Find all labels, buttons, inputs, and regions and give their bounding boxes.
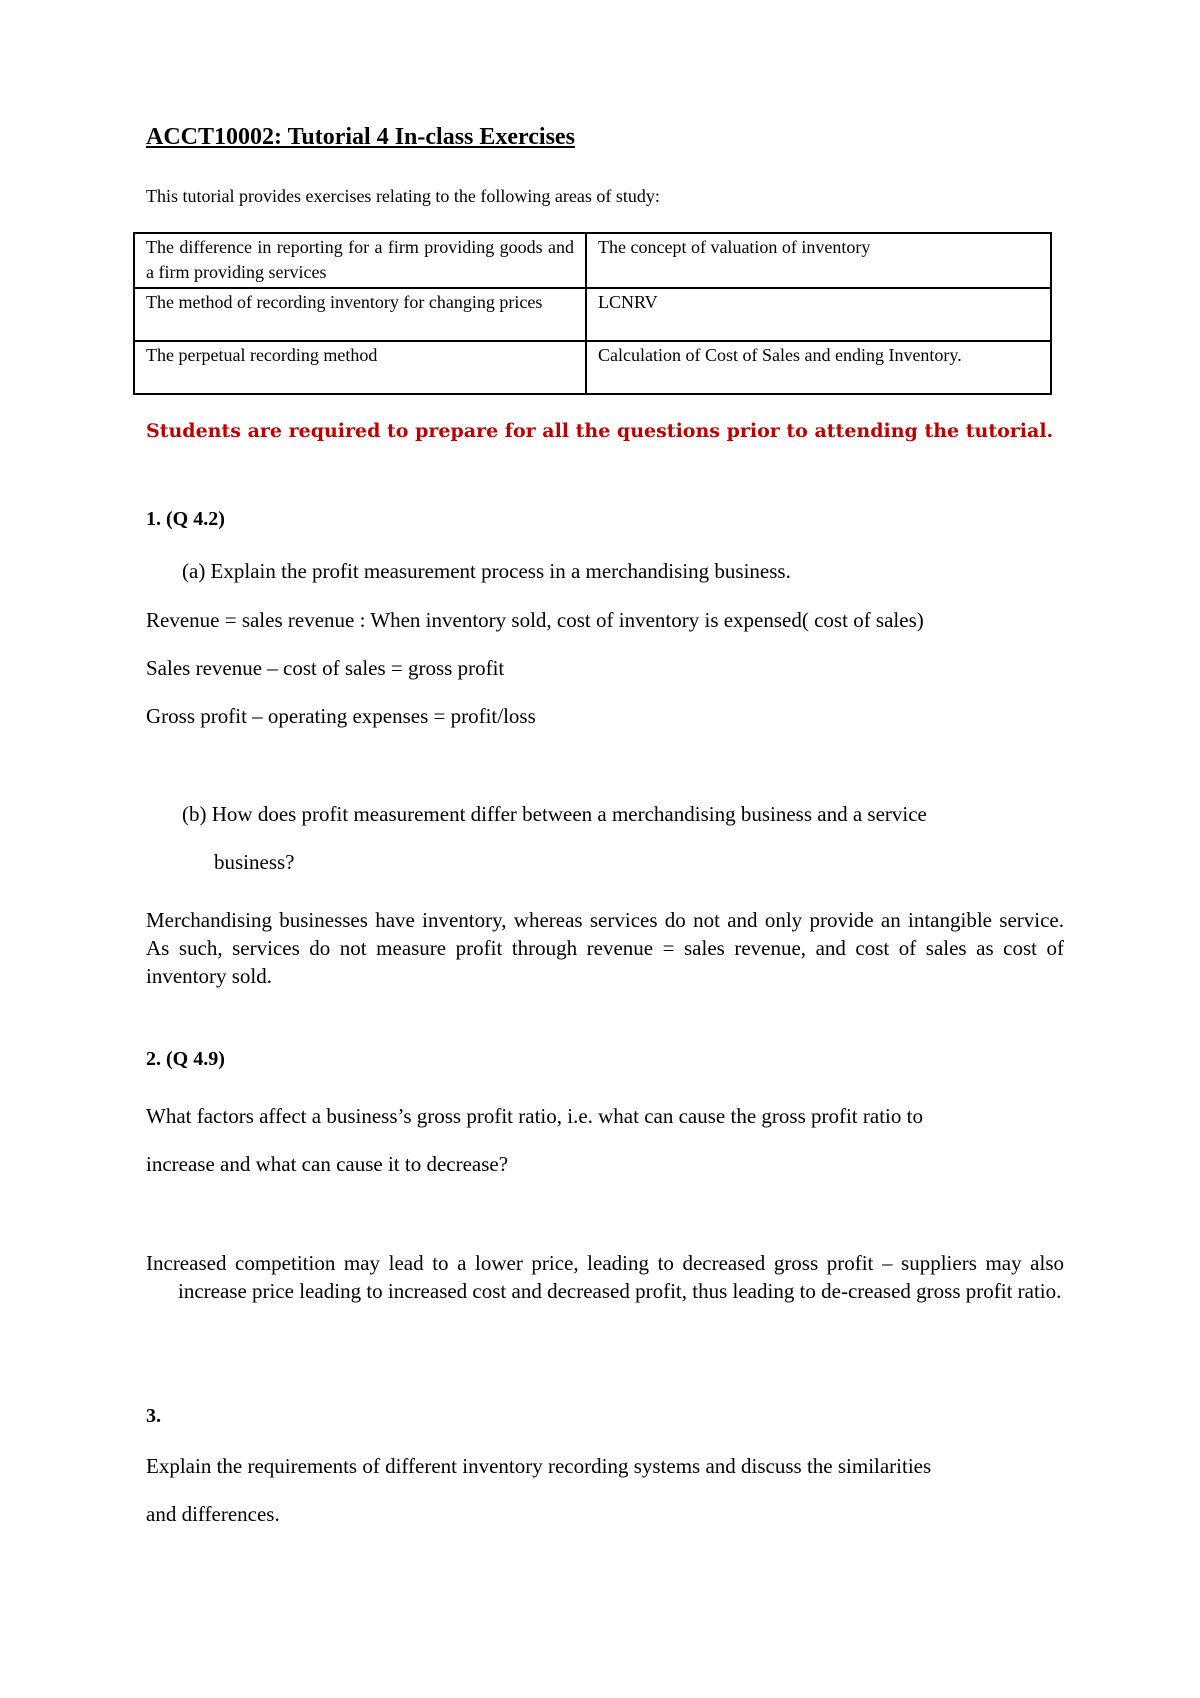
table-cell: Calculation of Cost of Sales and ending Inventory. [586,341,1051,394]
question-3-text-continued: and differences. [146,1502,280,1526]
question-2-text: What factors affect a business’s gross profit ratio, i.e. what can cause the gross profit ratio to [146,1104,923,1128]
answer-1a-line: Revenue = sales revenue : When inventory sold, cost of inventory is expensed( cost of sales) [146,608,924,632]
answer-1b-paragraph: Merchandising businesses have inventory, whereas services do not and only provide an intangible service. As such, services do not measure profit through revenue = sales revenue, and cost of sales as cost of inventory sold. [146,908,1064,988]
table-cell: The concept of valuation of inventory [586,233,1051,288]
answer-1a-line: Sales revenue – cost of sales = gross profit [146,656,505,680]
table-cell: LCNRV [586,288,1051,341]
question-3-heading: 3. [146,1405,161,1427]
question-3-text: Explain the requirements of different inventory recording systems and discuss the similarities [146,1454,932,1478]
answer-2-paragraph: Increased competition may lead to a lower price, leading to decreased gross profit – suppliers may also increase price leading to increased cost and decreased profit, thus leading to de-creased gross profit ratio. [146,1251,1064,1303]
table-row [134,233,1051,288]
question-1b-text-continued: business? [214,850,295,874]
preparation-notice: Students are required to prepare for all the questions prior to attending the tutorial. [146,420,1054,442]
table-cell: The method of recording inventory for changing prices [134,288,586,341]
table-row [134,341,1051,394]
question-2-heading: 2. (Q 4.9) [146,1048,225,1070]
question-1-heading: 1. (Q 4.2) [146,508,225,530]
table-row [134,288,1051,341]
table-cell: The perpetual recording method [134,341,586,394]
question-2-text-continued: increase and what can cause it to decrease? [146,1152,509,1176]
intro-text: This tutorial provides exercises relating to the following areas of study: [146,186,660,206]
table-cell: The difference in reporting for a firm providing goods and a firm providing services [134,233,586,288]
question-1b-text: (b) How does profit measurement differ between a merchandising business and a service [182,802,927,826]
topics-table [133,232,1052,395]
answer-1a-line: Gross profit – operating expenses = profit/loss [146,704,536,728]
document-title: ACCT10002: Tutorial 4 In-class Exercises [146,124,575,150]
question-1a-text: (a) Explain the profit measurement process in a merchandising business. [182,559,791,583]
